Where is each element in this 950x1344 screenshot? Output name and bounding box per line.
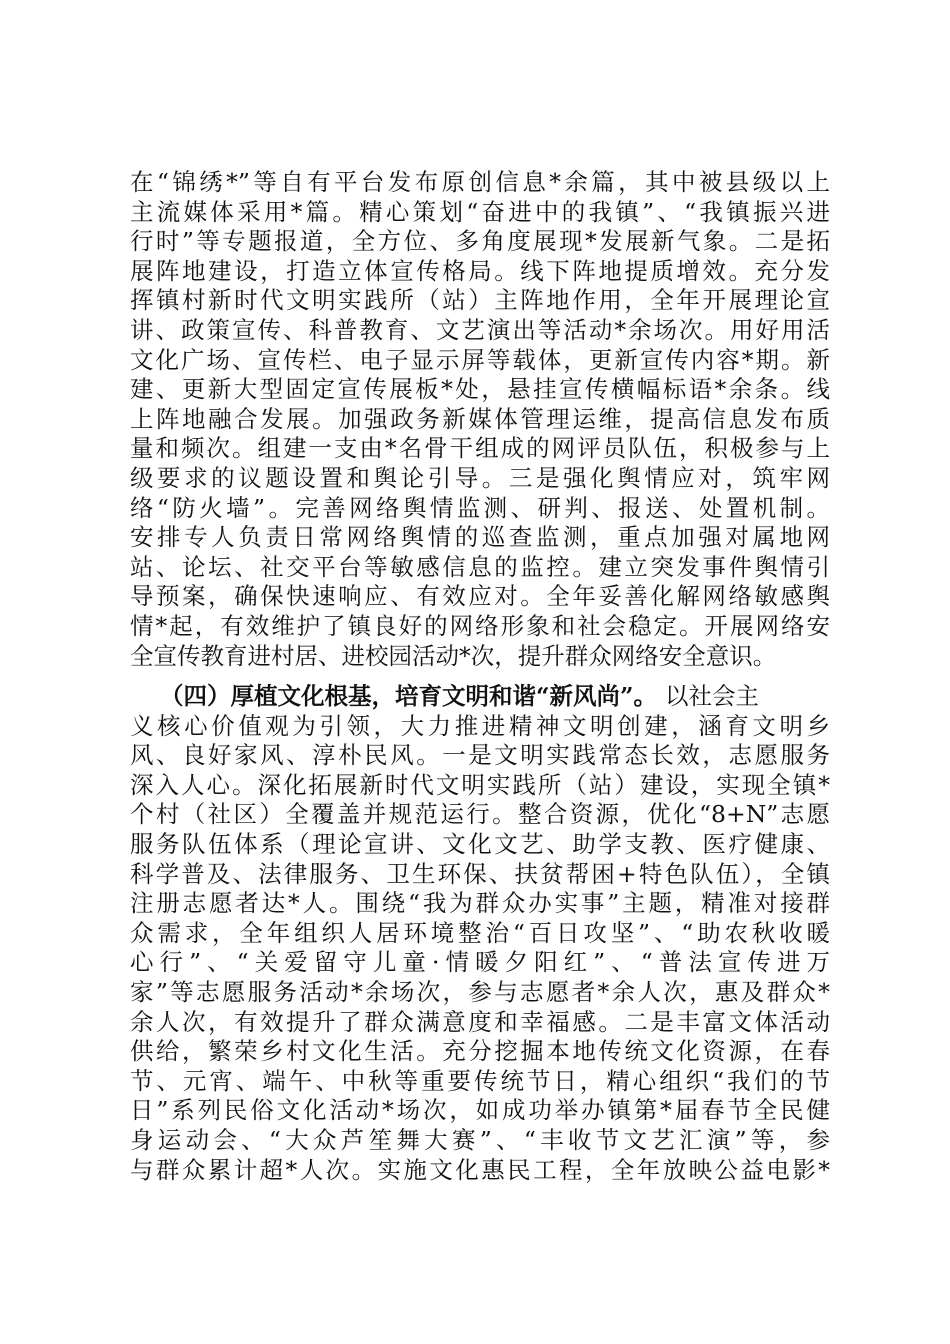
text-line: 全宣传教育进村居、进校园活动*次，提升群众网络安全意识。 xyxy=(130,641,777,670)
text-line: 站、论坛、社交平台等敏感信息的监控。建立突发事件舆情引 xyxy=(130,552,830,581)
text-line: 量和频次。组建一支由*名骨干组成的网评员队伍，积极参与上 xyxy=(130,434,830,463)
text-line: 文化广场、宣传栏、电子显示屏等载体，更新宣传内容*期。新 xyxy=(130,345,830,374)
body-paragraph xyxy=(130,168,830,671)
text-line: 级要求的议题设置和舆论引导。三是强化舆情应对，筑牢网 xyxy=(130,463,830,492)
text-line: 安排专人负责日常网络舆情的巡查监测，重点加强对属地网 xyxy=(130,523,830,552)
text-line: 个村（社区）全覆盖并规范运行。整合资源，优化“8+N”志愿 xyxy=(130,800,830,829)
text-line: 科学普及、法律服务、卫生环保、扶贫帮困+特色队伍），全镇 xyxy=(130,859,830,888)
text-line: 挥镇村新时代文明实践所（站）主阵地作用，全年开展理论宣 xyxy=(130,286,830,315)
text-line: 服务队伍体系（理论宣讲、文化文艺、助学支教、医疗健康、 xyxy=(130,829,830,858)
text-line: 风、良好家风、淳朴民风。一是文明实践常态长效，志愿服务 xyxy=(130,741,830,770)
text-line: 与群众累计超*人次。实施文化惠民工程，全年放映公益电影* xyxy=(130,1155,830,1184)
text-line: 行时”等专题报道，全方位、多角度展现*发展新气象。二是拓 xyxy=(130,227,830,256)
text-line: 深入人心。深化拓展新时代文明实践所（站）建设，实现全镇* xyxy=(130,770,830,799)
text-line: 日”系列民俗文化活动*场次，如成功举办镇第*届春节全民健 xyxy=(130,1096,830,1125)
text-line: 情*起，有效维护了镇良好的网络形象和社会稳定。开展网络安 xyxy=(130,611,830,640)
text-line: 义核心价值观为引领，大力推进精神文明创建，涵育文明乡 xyxy=(130,711,830,740)
text-line: 导预案，确保快速响应、有效应对。全年妥善化解网络敏感舆 xyxy=(130,582,830,611)
heading-line xyxy=(130,682,830,712)
text-line: 建、更新大型固定宣传展板*处，悬挂宣传横幅标语*余条。线 xyxy=(130,375,830,404)
section-paragraph xyxy=(130,682,830,1185)
text-line: 余人次，有效提升了群众满意度和幸福感。二是丰富文体活动 xyxy=(130,1007,830,1036)
text-line: 讲、政策宣传、科普教育、文艺演出等活动*余场次。用好用活 xyxy=(130,315,830,344)
text-line: 节、元宵、端午、中秋等重要传统节日，精心组织“我们的节 xyxy=(130,1066,830,1095)
text-line: 络“防火墙”。完善网络舆情监测、研判、报送、处置机制。 xyxy=(130,493,830,522)
text-line: 心行”、“关爱留守儿童·情暖夕阳红”、“普法宣传进万 xyxy=(130,948,830,977)
text-line: 在“锦绣*”等自有平台发布原创信息*余篇，其中被县级以上 xyxy=(130,168,830,196)
section-heading: （四）厚植文化根基，培育文明和谐“新风尚”。 xyxy=(160,682,658,710)
text-line: 众需求，全年组织人居环境整治“百日攻坚”、“助农秋收暖 xyxy=(130,918,830,947)
text-line: 上阵地融合发展。加强政务新媒体管理运维，提高信息发布质 xyxy=(130,404,830,433)
text-line: 注册志愿者达*人。围绕“我为群众办实事”主题，精准对接群 xyxy=(130,889,830,918)
heading-tail-text: 以社会主 xyxy=(665,682,760,710)
text-line: 展阵地建设，打造立体宣传格局。线下阵地提质增效。充分发 xyxy=(130,256,830,285)
text-line: 供给，繁荣乡村文化生活。充分挖掘本地传统文化资源，在春 xyxy=(130,1037,830,1066)
text-line: 家”等志愿服务活动*余场次，参与志愿者*余人次，惠及群众* xyxy=(130,977,830,1006)
text-line: 身运动会、“大众芦笙舞大赛”、“丰收节文艺汇演”等，参 xyxy=(130,1125,830,1154)
text-line: 主流媒体采用*篇。精心策划“奋进中的我镇”、“我镇振兴进 xyxy=(130,197,830,226)
